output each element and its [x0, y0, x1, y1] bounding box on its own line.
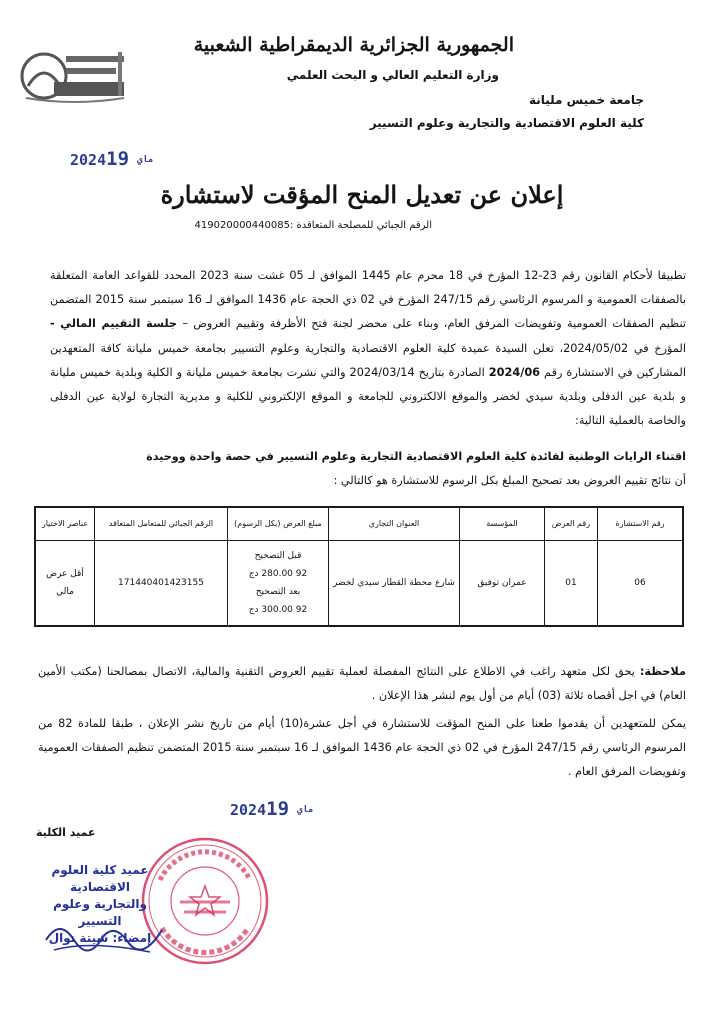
note-paragraph-1	[38, 660, 686, 708]
dean-title: عميد الكلية	[36, 826, 96, 839]
republic-heading: الجمهورية الجزائرية الديمقراطية الشعبية	[193, 34, 514, 56]
amount-after-label: بعد التصحيح	[255, 587, 301, 597]
td-criteria: أقل عرض مالي	[35, 541, 95, 627]
amount-before-label: قبل التصحيح	[254, 551, 302, 561]
td-amount	[228, 541, 329, 627]
note-text-1: يحق لكل متعهد راغب في الاطلاع على النتائج المفصلة لعملية تقييم العروض التقنية والمالية، الاتصال بمصالحنا (مكتب الأمين العام) في اجل أقصاه ثلاثة (03) أيام من أول يوم لنشر هذا الإعلان .	[38, 665, 686, 702]
date-day: 19	[106, 148, 130, 170]
td-company: عمران توفيق	[460, 541, 545, 627]
amount-after: 92 300.00 دج	[248, 605, 308, 615]
body-text-b: المؤرخ في 2024/05/02، تعلن السيدة عميدة كلية العلوم الاقتصادية والتجارية وعلوم التسيير بجامعة خميس مليانة كافة المتعهدين المشاركين في الاستشارة رقم	[50, 341, 687, 379]
results-intro: أن نتائج تقييم العروض بعد تصحيح المبلغ بكل الرسوم للاستشارة هو كالتالي :	[333, 474, 686, 487]
note-paragraph-2	[38, 712, 686, 784]
td-consultation-no: 06	[598, 541, 684, 627]
results-table	[34, 506, 684, 627]
th-address: العنوان التجاري	[329, 507, 460, 541]
th-company: المؤسسة	[460, 507, 545, 541]
date-year: 2024	[70, 151, 107, 169]
announcement-body	[50, 264, 686, 433]
date-stamp-bottom	[230, 798, 321, 820]
handwritten-signature-icon	[40, 910, 170, 960]
contracting-tax-id: الرقم الجبائي للمصلحة المتعاقدة :419020000440085	[194, 220, 432, 231]
notes-section	[38, 660, 686, 788]
date-year: 2024	[230, 801, 267, 819]
signature-line-3: إمضاء: شيتة نوال	[48, 931, 152, 945]
note-text-2: يمكن للمتعهدين أن يقدموا طعنا على المنح المؤقت للاستشارة في أجل عشرة(10) أيام من تاريخ نشر الإعلان ، طبقا للمادة 82 من المرسوم الرئاسي رقم 247/15 المؤرخ في 02 ذي الحجة عام 1436 الموافق لـ 16 سبتمبر سنة 2015 المتضمن تنظيم الصفقات العمومية وتفويضات المرفق العام .	[38, 717, 687, 778]
date-day: 19	[266, 798, 290, 820]
announcement-title: إعلان عن تعديل المنح المؤقت لاستشارة	[160, 180, 564, 209]
university-name: جامعة خميس مليانة	[528, 93, 644, 107]
subject-line: اقتناء الرايات الوطنية لفائدة كلية العلوم الاقتصادية التجارية وعلوم التسيير في حصة واحدة ووحيدة	[146, 450, 686, 463]
th-consultation-no: رقم الاستشارة	[598, 507, 684, 541]
th-criteria: عناصر الاختيار	[35, 507, 95, 541]
date-month: ماي	[297, 805, 314, 815]
table-row	[35, 541, 683, 627]
table-header-row	[35, 507, 683, 541]
notes-label: ملاحظة:	[639, 665, 686, 678]
body-text-c: الصادرة بتاريخ 2024/03/14 والتي نشرت بجامعة خميس مليانة و الكلية وبلدية خميس مليانة و بلدية عين الدفلى وبلدية سيدي لخضر والموقع الالكتروني للجامعة و الموقع الإلكتروني للكلية و مديرية التجارة لولاية عين الدفلى والخاصة بالعملية التالية:	[50, 365, 686, 428]
body-text-a: تطبيقا لأحكام القانون رقم 23-12 المؤرخ في 18 محرم عام 1445 الموافق لـ 05 غشت سنة 2023 المحدد للقواعد العامة المتعلقة بالصفقات العمومية و المرسوم الرئاسي رقم 247/15 المؤرخ في 02 ذي الحجة عام 1436 الموافق لـ 16 سبتمبر سنة 2015 المتضمن تنظيم الصفقات العمومية وتفويضات المرفق العام، وبناء على محضر لجنة فتح الأظرفة وتقييم العروض –	[50, 269, 686, 331]
th-tax-no: الرقم الجبائي للمتعامل المتعاقد	[95, 507, 228, 541]
td-address: شارع محطة القطار سيدي لخضر	[329, 541, 460, 627]
td-tax-no: 171440401423155	[95, 541, 228, 627]
amount-before: 92 280.00 دج	[248, 569, 308, 579]
date-stamp-top	[70, 148, 161, 170]
signature-line-1: عميد كلية العلوم الاقتصادية	[51, 863, 149, 894]
th-offer-no: رقم العرض	[545, 507, 598, 541]
th-amount: مبلغ العرض (بكل الرسوم)	[228, 507, 329, 541]
ministry-heading: وزارة التعليم العالي و البحث العلمي	[286, 68, 499, 82]
body-bold-consultation-no: 2024/06	[488, 365, 541, 379]
signature-line-2: والتجارية وعلوم التسيير	[53, 897, 147, 928]
td-offer-no: 01	[545, 541, 598, 627]
body-paragraph	[50, 264, 686, 433]
university-logo-icon	[14, 46, 130, 106]
body-bold-session: جلسة التقييم المالي -	[50, 317, 178, 331]
date-month: ماي	[137, 155, 154, 165]
faculty-name: كلية العلوم الاقتصادية والتجارية وعلوم التسيير	[369, 116, 644, 130]
